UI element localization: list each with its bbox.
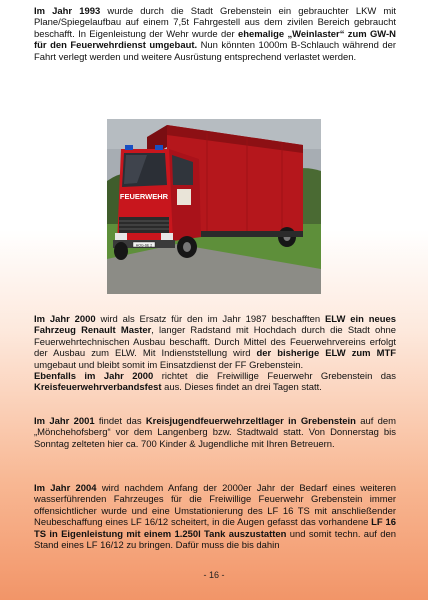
paragraph-1993 <box>34 6 396 63</box>
bold-run: der bisherige ELW zum MTF <box>256 348 397 360</box>
bold-run: Im Jahr 2004 <box>34 483 97 494</box>
bold-run: Im Jahr 1993 <box>34 6 101 17</box>
bold-run: Ebenfalls im Jahr 2000 <box>34 371 154 382</box>
fire-truck-photo <box>107 119 321 294</box>
license-plate: HOG-SE 2 <box>135 243 153 248</box>
bold-run: LF 16 TS in Eigenleistung mit einem 1.250l Tank auszustatten <box>34 517 396 540</box>
text-run: auf dem „Mönchehofsberg“ vor dem Langenberg bzw. Stadtwald statt. Von Donnerstag bis Sonntag zelteten hier ca. 700 Kinder & Jugendliche mit Ihren Betreuern. <box>34 416 397 450</box>
text-run: , langer Radstand mit Hochdach durch die Stadt ohne Feuerwehrtechnischen Ausbau beschafft. Durch Mittel des Feuerwehrvereins erfolgt der Ausbau zum ELW. Mit Indienststellung wird <box>34 325 396 360</box>
text-run: richtet die Freiwillige Feuerwehr Grebenstein das <box>153 371 396 382</box>
page-number: - 16 - <box>203 570 225 580</box>
text-run: wird als Ersatz für den im Jahr 1987 beschafften <box>95 314 325 325</box>
text-run: findet das <box>94 416 146 427</box>
bold-run: Im Jahr 2001 <box>34 416 95 427</box>
text-run: wird nachdem Anfang der 2000er Jahr der Bedarf eines weiteren wasserführenden Fahrzeuges für die Freiwillige Feuerwehr Grebenstein immer offensichtlicher wurde und eine Umstationierung des LF 16 TS mit anschließender Neubeschaffung eines LF 16/12 scheitert, in die Augen gefasst das vorhandene <box>34 483 396 529</box>
bold-run: Kreisfeuerwehrverbandsfest <box>34 382 162 394</box>
text-run: Nun könnten 1000m B-Schlauch während der Fahrt verlegt werden und weitere Ausrüstung entsprechend verlastet werden. <box>34 40 396 63</box>
paragraph-2004 <box>34 483 396 551</box>
text-run: wurde durch die Stadt Grebenstein ein gebrauchter LKW mit Plane/Spiegelaufbau auf einem 7,5t Fahrgestell aus dem zivilen Bereich gebraucht beschafft. In Eigenleistung der Wehr wurde der <box>34 6 397 40</box>
paragraph-2000-elw <box>34 314 396 371</box>
text-run: aus. Dieses findet an drei Tagen statt. <box>161 382 322 394</box>
paragraph-2001 <box>34 416 396 450</box>
cab-lettering: FEUERWEHR <box>119 192 169 201</box>
bold-run: Im Jahr 2000 <box>34 314 96 325</box>
bold-run: ELW ein neues Fahrzeug Renault Master <box>34 314 396 337</box>
text-run: umgebaut und bleibt somit im Einsatzdienst der FF Grebenstein. <box>34 359 304 371</box>
bold-run: Kreisjugendfeuerwehrzeltlager in Grebenstein <box>145 416 356 427</box>
bold-run: ehemalige „Weinlaster“ zum GW-N für den Feuerwehrdienst umgebaut. <box>34 28 396 52</box>
paragraph-2000-fest <box>34 371 396 394</box>
text-run: und somit techn. auf den Stand eines LF 16/12 zu bringen. Dafür muss die bis dahin <box>34 528 396 552</box>
